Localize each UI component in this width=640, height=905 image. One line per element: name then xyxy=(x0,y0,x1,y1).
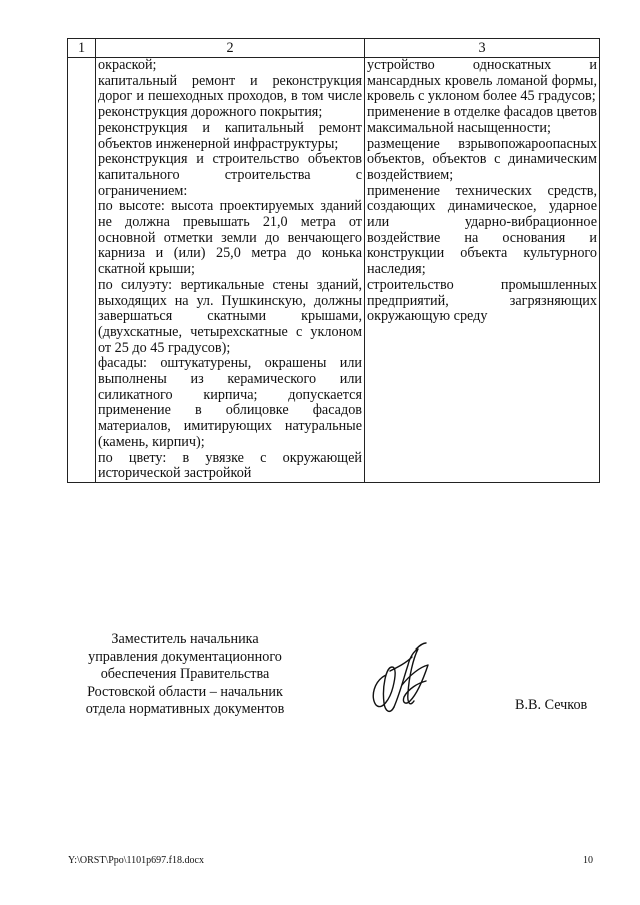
column-header-3: 3 xyxy=(365,39,600,58)
list-item: капитальный ремонт и реконструкция дорог и пешеходных проходов, в том числе реконструкция дорожного покрытия; xyxy=(98,72,362,121)
signatory-title-line: Заместитель начальника xyxy=(111,631,259,647)
signatory-title-line: отдела нормативных документов xyxy=(85,701,285,717)
footer-file-path: Y:\ORST\Ppo\1101p697.f18.docx xyxy=(68,855,204,866)
list-item: применение в отделке фасадов цветов максимальной насыщенности; xyxy=(367,104,597,136)
list-item: по силуэту: вертикальные стены зданий, выходящих на ул. Пушкинскую, должны завершаться скатными крышами, (двухскатные, четырехскатные с уклоном от 25 до 45 градусов); xyxy=(98,276,362,356)
table-row xyxy=(68,58,600,483)
list-item: размещение взрывопожароопасных объектов, объектов с динамическим воздействием; xyxy=(367,135,597,183)
table-header-row xyxy=(68,39,600,58)
column-header-1: 1 xyxy=(68,39,96,58)
signatory-title-line: обеспечения Правительства xyxy=(100,666,270,682)
table-cell-number xyxy=(68,58,96,483)
signatory-title-line: Ростовской области – начальник xyxy=(87,683,283,700)
column-header-2: 2 xyxy=(96,39,365,58)
list-item: применение технических средств, создающих динамическое, ударное или ударно-вибрационное воздействие на основания и конструкции объекта культурного наследия; xyxy=(367,182,597,278)
list-item: по высоте: высота проектируемых зданий не должна превышать 21,0 метра от основной отметки земли до венчающего карниза и (или) 25,0 метра до конька скатной крыши; xyxy=(98,198,362,278)
list-item: строительство промышленных предприятий, загрязняющих окружающую среду xyxy=(367,276,597,325)
signatory-title xyxy=(70,631,300,719)
page-number: 10 xyxy=(583,855,593,866)
list-item: фасады: оштукатурены, окрашены или выполнены из керамического или силикатного кирпича; допускается применение в облицовке фасадов материалов, имитирующих натуральные (камень, кирпич); xyxy=(98,355,362,450)
signatory-title-line: управления документационного xyxy=(88,648,282,665)
list-item: реконструкция и капитальный ремонт объектов инженерной инфраструктуры; xyxy=(98,119,362,152)
list-item: устройство односкатных и мансардных кровель ломаной формы, кровель с уклоном более 45 градусов; xyxy=(367,57,597,105)
signer-name: В.В. Сечков xyxy=(515,697,588,713)
handwritten-signature xyxy=(366,637,436,717)
list-item: окраской; xyxy=(98,57,157,73)
table-cell-permitted xyxy=(96,58,365,483)
table-cell-prohibited xyxy=(365,58,600,483)
list-item: по цвету: в увязке с окружающей исторической застройкой xyxy=(98,449,362,482)
restrictions-table xyxy=(67,38,600,483)
list-item: реконструкция и строительство объектов капитального строительства с ограничением: xyxy=(98,151,362,199)
